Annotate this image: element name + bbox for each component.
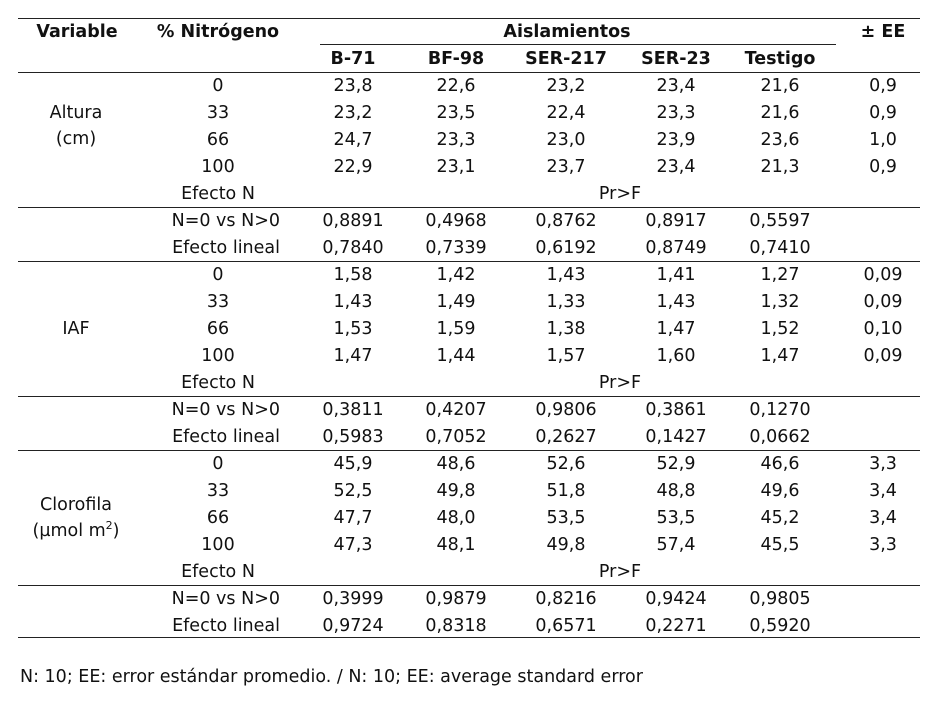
value-cell: 1,42 bbox=[436, 265, 476, 285]
se-cell: 1,0 bbox=[869, 130, 897, 150]
value-cell: 22,9 bbox=[333, 157, 373, 177]
pr-f-label: Pr>F bbox=[598, 373, 642, 393]
footnote: N: 10; EE: error estándar promedio. / N: 10; EE: average standard error bbox=[20, 667, 643, 687]
se-cell: 0,9 bbox=[869, 103, 897, 123]
contrast-label: N=0 vs N>0 bbox=[171, 400, 280, 420]
se-cell: 0,9 bbox=[869, 76, 897, 96]
bottom-rule bbox=[18, 637, 920, 638]
value-cell: 49,8 bbox=[436, 481, 476, 501]
nitrogen-level-cell: 100 bbox=[201, 157, 235, 177]
value-cell: 1,47 bbox=[333, 346, 373, 366]
value-cell: 52,6 bbox=[546, 454, 586, 474]
nitrogen-level-cell: 66 bbox=[206, 508, 230, 528]
value-cell: 46,6 bbox=[760, 454, 800, 474]
value-cell: 23,0 bbox=[546, 130, 586, 150]
header-rule bbox=[18, 72, 920, 73]
contrast-label: Efecto lineal bbox=[172, 616, 280, 636]
se-cell: 0,09 bbox=[863, 265, 903, 285]
value-cell: 1,43 bbox=[546, 265, 586, 285]
contrast-value-cell: 0,9805 bbox=[749, 589, 811, 609]
header-isolate-bf98: BF-98 bbox=[427, 49, 485, 69]
contrast-label: N=0 vs N>0 bbox=[171, 589, 280, 609]
contrast-value-cell: 0,8917 bbox=[645, 211, 707, 231]
contrast-value-cell: 0,3811 bbox=[322, 400, 384, 420]
contrast-value-cell: 0,7410 bbox=[749, 238, 811, 258]
nitrogen-level-cell: 100 bbox=[201, 535, 235, 555]
se-cell: 0,10 bbox=[863, 319, 903, 339]
value-cell: 1,43 bbox=[656, 292, 696, 312]
contrast-value-cell: 0,3861 bbox=[645, 400, 707, 420]
value-cell: 1,57 bbox=[546, 346, 586, 366]
contrast-value-cell: 0,6192 bbox=[535, 238, 597, 258]
contrast-value-cell: 0,7052 bbox=[425, 427, 487, 447]
value-cell: 21,6 bbox=[760, 103, 800, 123]
block2-end-rule bbox=[18, 450, 920, 451]
se-cell: 3,3 bbox=[869, 454, 897, 474]
value-cell: 23,2 bbox=[546, 76, 586, 96]
nitrogen-level-cell: 33 bbox=[206, 103, 230, 123]
effect-n-label: Efecto N bbox=[181, 184, 255, 204]
se-cell: 0,09 bbox=[863, 346, 903, 366]
value-cell: 1,41 bbox=[656, 265, 696, 285]
value-cell: 1,59 bbox=[436, 319, 476, 339]
value-cell: 23,9 bbox=[656, 130, 696, 150]
contrast-label: N=0 vs N>0 bbox=[171, 211, 280, 231]
header-se: ± EE bbox=[860, 22, 906, 42]
contrast-value-cell: 0,7339 bbox=[425, 238, 487, 258]
nitrogen-level-cell: 100 bbox=[201, 346, 235, 366]
pr-f-label: Pr>F bbox=[598, 562, 642, 582]
contrast-value-cell: 0,5597 bbox=[749, 211, 811, 231]
contrast-value-cell: 0,4207 bbox=[425, 400, 487, 420]
block3-separator bbox=[18, 585, 920, 586]
contrast-label: Efecto lineal bbox=[172, 238, 280, 258]
contrast-value-cell: 0,7840 bbox=[322, 238, 384, 258]
nitrogen-level-cell: 33 bbox=[206, 481, 230, 501]
contrast-value-cell: 0,6571 bbox=[535, 616, 597, 636]
value-cell: 1,38 bbox=[546, 319, 586, 339]
contrast-value-cell: 0,1427 bbox=[645, 427, 707, 447]
header-isolate-ser217: SER-217 bbox=[525, 49, 607, 69]
value-cell: 1,43 bbox=[333, 292, 373, 312]
pr-f-label: Pr>F bbox=[598, 184, 642, 204]
value-cell: 45,5 bbox=[760, 535, 800, 555]
value-cell: 48,8 bbox=[656, 481, 696, 501]
value-cell: 47,7 bbox=[333, 508, 373, 528]
value-cell: 52,5 bbox=[333, 481, 373, 501]
variable-iaf: IAF bbox=[62, 319, 90, 339]
contrast-value-cell: 0,9879 bbox=[425, 589, 487, 609]
contrast-value-cell: 0,0662 bbox=[749, 427, 811, 447]
contrast-value-cell: 0,5983 bbox=[322, 427, 384, 447]
value-cell: 23,7 bbox=[546, 157, 586, 177]
effect-n-label: Efecto N bbox=[181, 373, 255, 393]
contrast-value-cell: 0,8318 bbox=[425, 616, 487, 636]
value-cell: 22,6 bbox=[436, 76, 476, 96]
value-cell: 53,5 bbox=[546, 508, 586, 528]
value-cell: 23,5 bbox=[436, 103, 476, 123]
header-variable: Variable bbox=[36, 22, 118, 42]
value-cell: 49,6 bbox=[760, 481, 800, 501]
value-cell: 1,52 bbox=[760, 319, 800, 339]
contrast-value-cell: 0,2627 bbox=[535, 427, 597, 447]
value-cell: 52,9 bbox=[656, 454, 696, 474]
variable-altura: Altura bbox=[49, 103, 103, 123]
se-cell: 0,09 bbox=[863, 292, 903, 312]
header-nitrogen: % Nitrógeno bbox=[156, 22, 280, 42]
contrast-value-cell: 0,9724 bbox=[322, 616, 384, 636]
effect-n-label: Efecto N bbox=[181, 562, 255, 582]
se-cell: 3,4 bbox=[869, 481, 897, 501]
value-cell: 48,0 bbox=[436, 508, 476, 528]
value-cell: 21,6 bbox=[760, 76, 800, 96]
contrast-value-cell: 0,8749 bbox=[645, 238, 707, 258]
value-cell: 23,2 bbox=[333, 103, 373, 123]
value-cell: 24,7 bbox=[333, 130, 373, 150]
value-cell: 1,33 bbox=[546, 292, 586, 312]
contrast-value-cell: 0,8216 bbox=[535, 589, 597, 609]
header-isolate-testigo: Testigo bbox=[744, 49, 816, 69]
contrast-value-cell: 0,9424 bbox=[645, 589, 707, 609]
value-cell: 45,9 bbox=[333, 454, 373, 474]
value-cell: 48,1 bbox=[436, 535, 476, 555]
nitrogen-level-cell: 0 bbox=[212, 454, 224, 474]
contrast-value-cell: 0,4968 bbox=[425, 211, 487, 231]
value-cell: 1,47 bbox=[656, 319, 696, 339]
contrast-value-cell: 0,5920 bbox=[749, 616, 811, 636]
value-cell: 23,6 bbox=[760, 130, 800, 150]
value-cell: 1,44 bbox=[436, 346, 476, 366]
nitrogen-level-cell: 66 bbox=[206, 319, 230, 339]
value-cell: 21,3 bbox=[760, 157, 800, 177]
contrast-value-cell: 0,2271 bbox=[645, 616, 707, 636]
value-cell: 49,8 bbox=[546, 535, 586, 555]
nitrogen-level-cell: 0 bbox=[212, 265, 224, 285]
header-isolate-b71: B-71 bbox=[330, 49, 376, 69]
se-cell: 3,4 bbox=[869, 508, 897, 528]
value-cell: 1,27 bbox=[760, 265, 800, 285]
value-cell: 22,4 bbox=[546, 103, 586, 123]
variable-clorofila-unit: (µmol $m^2$) bbox=[32, 519, 120, 541]
value-cell: 1,47 bbox=[760, 346, 800, 366]
value-cell: 23,3 bbox=[656, 103, 696, 123]
value-cell: 1,53 bbox=[333, 319, 373, 339]
contrast-value-cell: 0,1270 bbox=[749, 400, 811, 420]
value-cell: 1,32 bbox=[760, 292, 800, 312]
value-cell: 23,3 bbox=[436, 130, 476, 150]
contrast-value-cell: 0,9806 bbox=[535, 400, 597, 420]
header-isolate-ser23: SER-23 bbox=[641, 49, 711, 69]
value-cell: 1,60 bbox=[656, 346, 696, 366]
contrast-value-cell: 0,8762 bbox=[535, 211, 597, 231]
nitrogen-level-cell: 66 bbox=[206, 130, 230, 150]
nitrogen-level-cell: 0 bbox=[212, 76, 224, 96]
value-cell: 1,58 bbox=[333, 265, 373, 285]
value-cell: 51,8 bbox=[546, 481, 586, 501]
nitrogen-level-cell: 33 bbox=[206, 292, 230, 312]
block2-separator bbox=[18, 396, 920, 397]
value-cell: 53,5 bbox=[656, 508, 696, 528]
top-rule bbox=[18, 18, 920, 19]
value-cell: 23,4 bbox=[656, 76, 696, 96]
value-cell: 1,49 bbox=[436, 292, 476, 312]
value-cell: 23,8 bbox=[333, 76, 373, 96]
value-cell: 23,4 bbox=[656, 157, 696, 177]
header-isolates-group: Aislamientos bbox=[503, 22, 631, 42]
group-rule bbox=[320, 44, 836, 45]
variable-clorofila: Clorofila bbox=[40, 495, 112, 515]
value-cell: 47,3 bbox=[333, 535, 373, 555]
se-cell: 0,9 bbox=[869, 157, 897, 177]
se-cell: 3,3 bbox=[869, 535, 897, 555]
value-cell: 45,2 bbox=[760, 508, 800, 528]
contrast-value-cell: 0,8891 bbox=[322, 211, 384, 231]
contrast-label: Efecto lineal bbox=[172, 427, 280, 447]
contrast-value-cell: 0,3999 bbox=[322, 589, 384, 609]
value-cell: 57,4 bbox=[656, 535, 696, 555]
value-cell: 48,6 bbox=[436, 454, 476, 474]
value-cell: 23,1 bbox=[436, 157, 476, 177]
block1-separator bbox=[18, 207, 920, 208]
block1-end-rule bbox=[18, 261, 920, 262]
variable-altura-unit: (cm) bbox=[55, 129, 97, 149]
